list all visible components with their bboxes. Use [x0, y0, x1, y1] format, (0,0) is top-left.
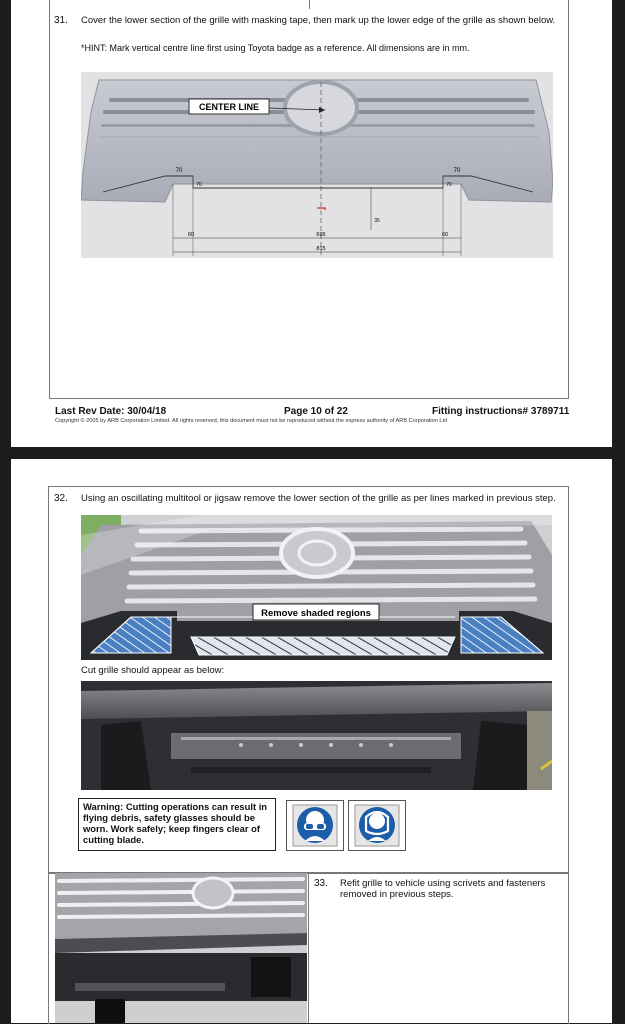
warning-box: [78, 798, 276, 851]
background-wall: [527, 711, 552, 790]
bracket-rail: [181, 737, 451, 740]
remove-shaded-label: Remove shaded regions: [261, 608, 371, 619]
grille-cut-photo: [81, 515, 552, 660]
face-shield-icon: [349, 801, 405, 850]
dim-label-35: 35: [374, 218, 380, 224]
center-line-label: CENTER LINE: [198, 102, 260, 112]
grille-slat: [99, 136, 539, 138]
rev-date: Last Rev Date: 30/04/18: [55, 406, 167, 417]
refit-grille-photo: [55, 873, 307, 1023]
step-number: 31.: [54, 15, 68, 26]
dim-label-70-right-vertical: 70: [446, 182, 452, 188]
dim-label-70-left: 70: [175, 168, 183, 174]
cut-grille-caption: Cut grille should appear as below:: [81, 665, 225, 676]
dim-label-695: 695: [316, 232, 326, 238]
mount-bracket: [251, 957, 291, 997]
grille-diagram-svg: [81, 72, 553, 258]
grille-cut-photo-svg: [81, 515, 552, 660]
face-shield-sign: [348, 800, 406, 851]
bracket: [171, 733, 461, 759]
step-33-number: 33.: [314, 878, 328, 889]
toyota-badge: [193, 878, 233, 908]
page-number: Page 10 of 22: [284, 406, 348, 417]
dim-label-60-right: 60: [441, 232, 449, 238]
document-page-11: [11, 459, 612, 1023]
cut-grille-photo: [81, 681, 552, 790]
right-mount: [473, 721, 531, 790]
step-33-divider: [308, 872, 309, 1023]
grille-dimension-diagram: [81, 72, 553, 258]
wheel-shadow: [95, 999, 125, 1023]
dim-label-60-left: 60: [187, 232, 195, 238]
red-mark: [317, 208, 325, 210]
step-32-number: 32.: [54, 493, 68, 504]
hint-text: *HINT: Mark vertical centre line first using Toyota badge as a reference. All dimensions are in mm.: [81, 43, 470, 53]
lower-bar: [191, 767, 431, 773]
toyota-badge: [281, 529, 353, 577]
fitting-instructions-number: Fitting instructions# 3789711: [432, 406, 570, 417]
copyright-notice: Copyright © 2005 by ARB Corporation Limited. All rights reserved, this document must not be reproduced without the express authority of ARB Corporation Ltd: [55, 418, 448, 424]
lower-bar: [75, 983, 225, 991]
grille-slat: [343, 110, 535, 114]
grille-slat: [347, 98, 529, 102]
step-32-text: Using an oscillating multitool or jigsaw remove the lower section of the grille as per lines marked in previous step.: [81, 493, 556, 504]
cut-grille-photo-svg: [81, 681, 552, 790]
step-text: Cover the lower section of the grille with masking tape, then mark up the lower edge of the grille as shown below.: [81, 15, 556, 26]
frame-divider: [49, 0, 310, 9]
refit-grille-photo-svg: [55, 873, 307, 1023]
shaded-region-center: [191, 637, 455, 655]
step-33-text: Refit grille to vehicle using scrivets and fasteners removed in previous steps.: [340, 878, 546, 900]
safety-glasses-sign: [286, 800, 344, 851]
dim-label-815: 815: [316, 246, 326, 252]
floor: [55, 1001, 307, 1023]
safety-glasses-icon: [287, 801, 343, 850]
dim-label-70-right: 70: [453, 168, 461, 174]
document-page-10: [11, 0, 612, 447]
warning-text: Warning: Cutting operations can result in flying debris, safety glasses should be worn. Work safely; keep fingers clear of cutting blade.: [83, 801, 268, 845]
dim-label-70-left-vertical: 70: [196, 182, 202, 188]
grille-slat: [87, 152, 547, 154]
